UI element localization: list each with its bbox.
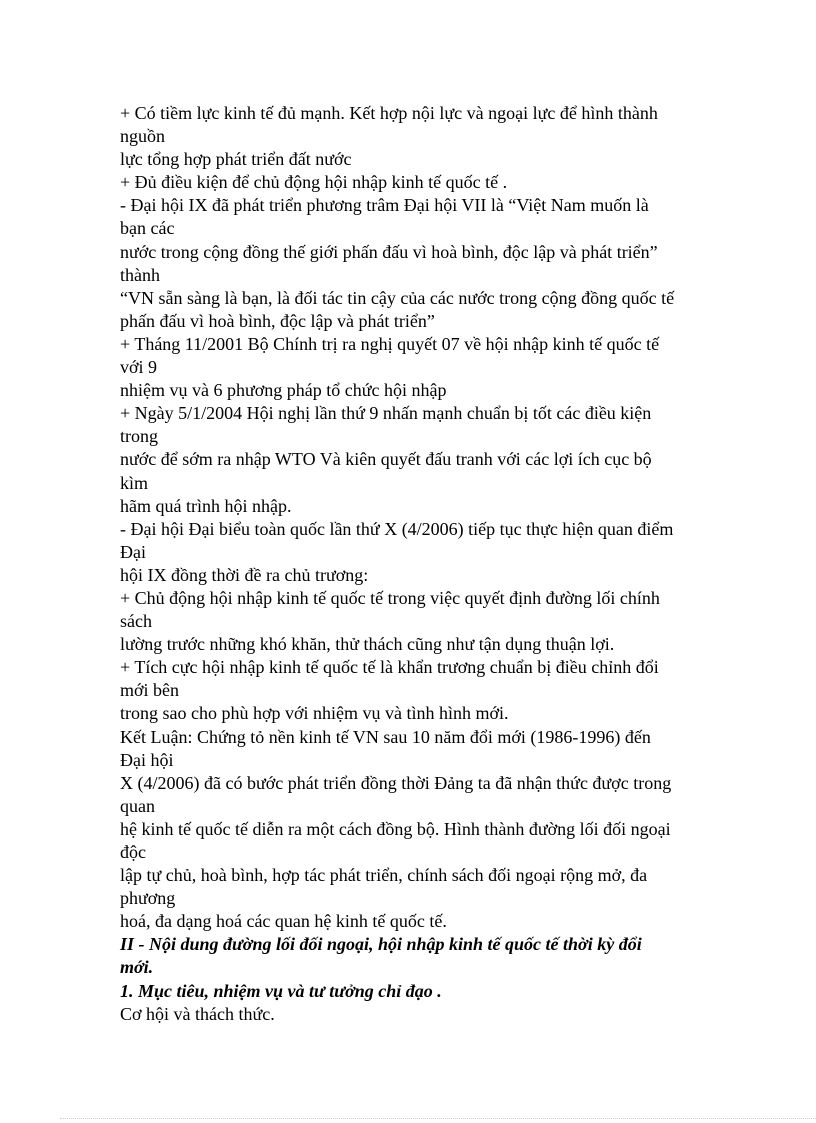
text-line: Đại [120, 541, 146, 562]
text-line: hãm quá trình hội nhập. [120, 495, 292, 516]
text-line: + Đủ điều kiện để chủ động hội nhập kinh tế quốc tế . [120, 172, 508, 193]
text-line: + Tháng 11/2001 Bộ Chính trị ra nghị quyết 07 về hội nhập kinh tế quốc tế [120, 333, 660, 354]
text-line: phấn đấu vì hoà bình, độc lập và phát triển” [120, 310, 435, 331]
text-line: mới bên [120, 680, 180, 701]
text-line: “VN sẵn sàng là bạn, là đối tác tin cậy của các nước trong cộng đồng quốc tế [120, 287, 675, 308]
text-line: + Tích cực hội nhập kinh tế quốc tế là khẩn trương chuẩn bị điều chỉnh đổi [120, 657, 659, 678]
text-line: hội IX đồng thời đề ra chủ trương: [120, 564, 369, 585]
text-line: trong sao cho phù hợp với nhiệm vụ và tình hình mới. [120, 703, 509, 724]
text-line: với 9 [120, 357, 158, 378]
section-heading-continuation: mới. [120, 957, 154, 978]
text-line: nước trong cộng đồng thế giới phấn đấu vì hoà bình, độc lập và phát triển” [120, 241, 658, 262]
page-bottom-divider [60, 1118, 816, 1119]
text-line: nguồn [120, 126, 165, 147]
text-line: kìm [120, 472, 149, 493]
text-line: trong [120, 426, 158, 447]
text-line: Đại hội [120, 749, 174, 770]
text-line: Cơ hội và thách thức. [120, 1003, 275, 1024]
text-line: sách [120, 611, 152, 632]
text-line: Kết Luận: Chứng tỏ nền kinh tế VN sau 10 năm đổi mới (1986-1996) đến [120, 726, 651, 747]
document-body [120, 102, 710, 1026]
text-line: hoá, đa dạng hoá các quan hệ kinh tế quốc tế. [120, 911, 447, 932]
text-line: phương [120, 888, 176, 909]
text-line: bạn các [120, 218, 175, 239]
text-line: + Có tiềm lực kinh tế đủ mạnh. Kết hợp nội lực và ngoại lực để hình thành [120, 103, 658, 123]
text-line: độc [120, 842, 146, 862]
text-line: nhiệm vụ và 6 phương pháp tổ chức hội nhập [120, 380, 447, 401]
text-line: + Chủ động hội nhập kinh tế quốc tế trong việc quyết định đường lối chính [120, 587, 660, 608]
text-line: lực tổng hợp phát triển đất nước [120, 149, 352, 170]
text-line: + Ngày 5/1/2004 Hội nghị lần thứ 9 nhấn mạnh chuẩn bị tốt các điều kiện [120, 403, 652, 424]
text-line: - Đại hội IX đã phát triển phương trâm Đại hội VII là “Việt Nam muốn là [120, 195, 649, 216]
text-line: - Đại hội Đại biểu toàn quốc lần thứ X (4/2006) tiếp tục thực hiện quan điểm [120, 518, 674, 539]
text-line: nước để sớm ra nhập WTO Và kiên quyết đấu tranh với các lợi ích cục bộ [120, 449, 652, 470]
subsection-heading: 1. Mục tiêu, nhiệm vụ và tư tưởng chỉ đạo . [120, 980, 442, 1001]
section-heading: II - Nội dung đường lối đối ngoại, hội nhập kinh tế quốc tế thời kỳ đổi [120, 934, 642, 955]
text-line: thành [120, 264, 160, 285]
text-line: quan [120, 795, 155, 816]
text-line: lập tự chủ, hoà bình, hợp tác phát triển, chính sách đối ngoại rộng mở, đa [120, 865, 648, 886]
text-line: lường trước những khó khăn, thử thách cũng như tận dụng thuận lợi. [120, 634, 615, 655]
text-line: hệ kinh tế quốc tế diễn ra một cách đồng bộ. Hình thành đường lối đối ngoại [120, 818, 671, 839]
text-line: X (4/2006) đã có bước phát triển đồng thời Đảng ta đã nhận thức được trong [120, 772, 672, 793]
